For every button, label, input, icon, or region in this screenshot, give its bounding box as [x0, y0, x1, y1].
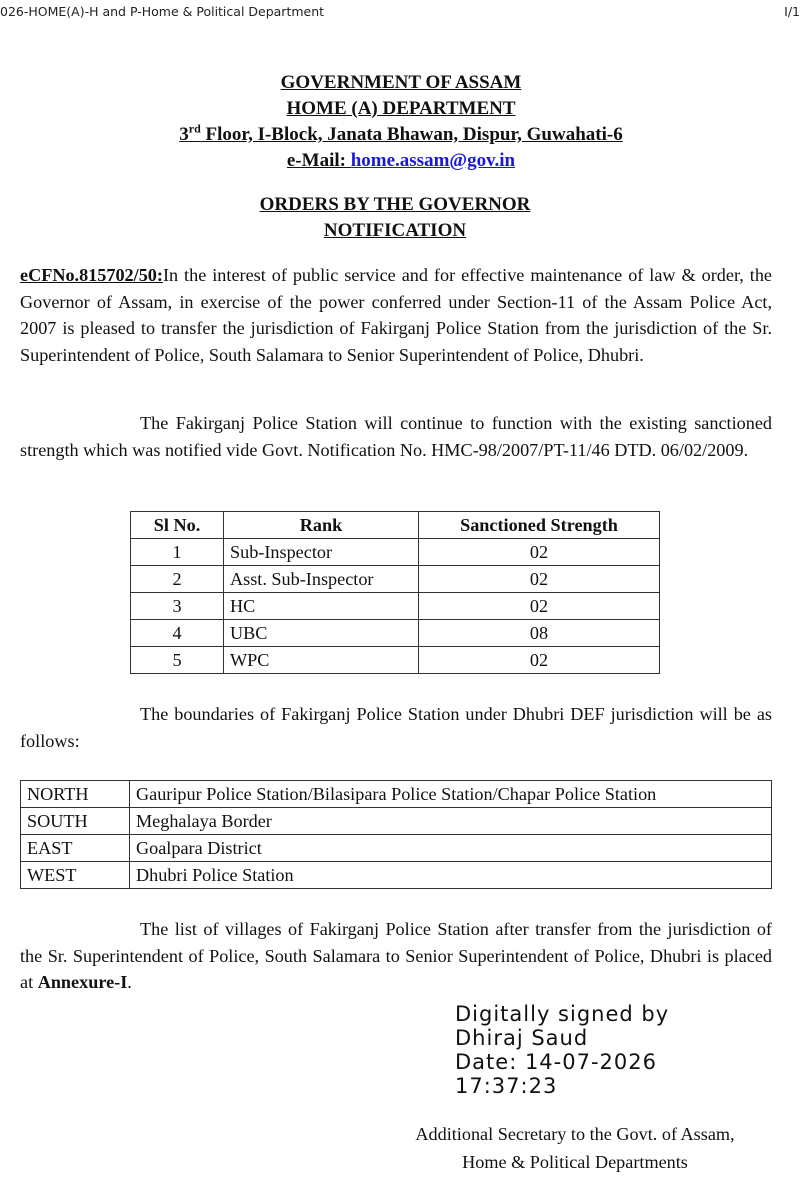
dsig-line-4: 17:37:23 [455, 1074, 558, 1098]
paragraph-4-text: The list of villages of Fakirganj Police Station after transfer from the jurisdiction of the Sr. Superintendent of Police, South Salamara to Senior Superintendent of Police, Dhubri is placed at [20, 919, 772, 992]
paragraph-4 [20, 916, 772, 996]
cell-strength: 02 [419, 539, 660, 566]
cell-sl-no: 4 [131, 620, 224, 647]
page-indicator: I/1 [784, 4, 800, 19]
govt-title: GOVERNMENT OF ASSAM [280, 72, 522, 93]
table-row [21, 835, 772, 862]
paragraph-3-text: The boundaries of Fakirganj Police Station under Dhubri DEF jurisdiction will be as follows: [20, 704, 772, 751]
boundary-description: Gauripur Police Station/Bilasipara Police Station/Chapar Police Station [130, 781, 772, 808]
paragraph-1 [20, 262, 772, 368]
table-row [21, 862, 772, 889]
table-row [131, 566, 660, 593]
boundary-description: Goalpara District [130, 835, 772, 862]
digital-signature-stamp [455, 1002, 669, 1098]
signatory-designation: Additional Secretary to the Govt. of Assam, [415, 1124, 735, 1144]
header-rank: Rank [224, 512, 419, 539]
letterhead [0, 70, 802, 174]
boundary-description: Meghalaya Border [130, 808, 772, 835]
email-line [0, 148, 802, 174]
reference-number: eCFNo.815702/50: [20, 265, 163, 285]
floor-suffix: rd [188, 121, 201, 136]
address-line [0, 122, 802, 148]
paragraph-3 [20, 701, 772, 754]
orders-heading [0, 192, 790, 244]
paragraph-1-text: In the interest of public service and for effective maintenance of law & order, the Governor of Assam, in exercise of the power conferred under Section-11 of the Assam Police Act, 2007 is pleased to transfer the jurisdiction of Fakirganj Police Station from the jurisdiction of the Sr. Superintendent of Police, South Salamara to Senior Superintendent of Police, Dhubri. [20, 265, 772, 365]
viewer-topbar [0, 0, 802, 24]
document-filename: 026-HOME(A)-H and P-Home & Political Department [0, 4, 325, 19]
cell-rank: Sub-Inspector [224, 539, 419, 566]
header-strength: Sanctioned Strength [419, 512, 660, 539]
annexure-reference: Annexure-I [37, 972, 128, 992]
cell-sl-no: 2 [131, 566, 224, 593]
boundary-description: Dhubri Police Station [130, 862, 772, 889]
table-row [21, 781, 772, 808]
table-row [21, 808, 772, 835]
boundary-direction: NORTH [21, 781, 130, 808]
cell-strength: 02 [419, 566, 660, 593]
dsig-line-1: Digitally signed by [455, 1002, 670, 1026]
paragraph-2 [20, 410, 772, 463]
cell-sl-no: 5 [131, 647, 224, 674]
boundary-direction: WEST [21, 862, 130, 889]
cell-rank: WPC [224, 647, 419, 674]
cell-strength: 08 [419, 620, 660, 647]
signatory-block [380, 1120, 770, 1176]
table-row [131, 647, 660, 674]
cell-rank: UBC [224, 620, 419, 647]
orders-title: ORDERS BY THE GOVERNOR [259, 194, 531, 215]
paragraph-4-end: . [127, 972, 132, 992]
dsig-line-3: Date: 14-07-2026 [455, 1050, 657, 1074]
address-text: Floor, I-Block, Janata Bhawan, Dispur, Guwahati-6 [200, 124, 623, 145]
header-sl-no: Sl No. [131, 512, 224, 539]
cell-rank: HC [224, 593, 419, 620]
table-row [131, 620, 660, 647]
boundary-direction: SOUTH [21, 808, 130, 835]
cell-rank: Asst. Sub-Inspector [224, 566, 419, 593]
table-header-row [131, 512, 660, 539]
paragraph-2-text: The Fakirganj Police Station will continue to function with the existing sanctioned strength which was notified vide Govt. Notification No. HMC-98/2007/PT-11/46 DTD. 06/02/2009. [20, 413, 772, 460]
boundaries-table [20, 780, 772, 889]
floor-number: 3 [179, 124, 189, 145]
cell-sl-no: 1 [131, 539, 224, 566]
table-row [131, 593, 660, 620]
email-link[interactable]: home.assam@gov.in [350, 150, 516, 171]
sanctioned-strength-table [130, 511, 660, 674]
cell-sl-no: 3 [131, 593, 224, 620]
notification-title: NOTIFICATION [323, 220, 467, 241]
dsig-line-2: Dhiraj Saud [455, 1026, 589, 1050]
cell-strength: 02 [419, 647, 660, 674]
table-row [131, 539, 660, 566]
email-label: e-Mail: [286, 150, 351, 171]
department-title: HOME (A) DEPARTMENT [286, 98, 516, 119]
boundary-direction: EAST [21, 835, 130, 862]
cell-strength: 02 [419, 593, 660, 620]
signatory-department: Home & Political Departments [462, 1152, 688, 1172]
